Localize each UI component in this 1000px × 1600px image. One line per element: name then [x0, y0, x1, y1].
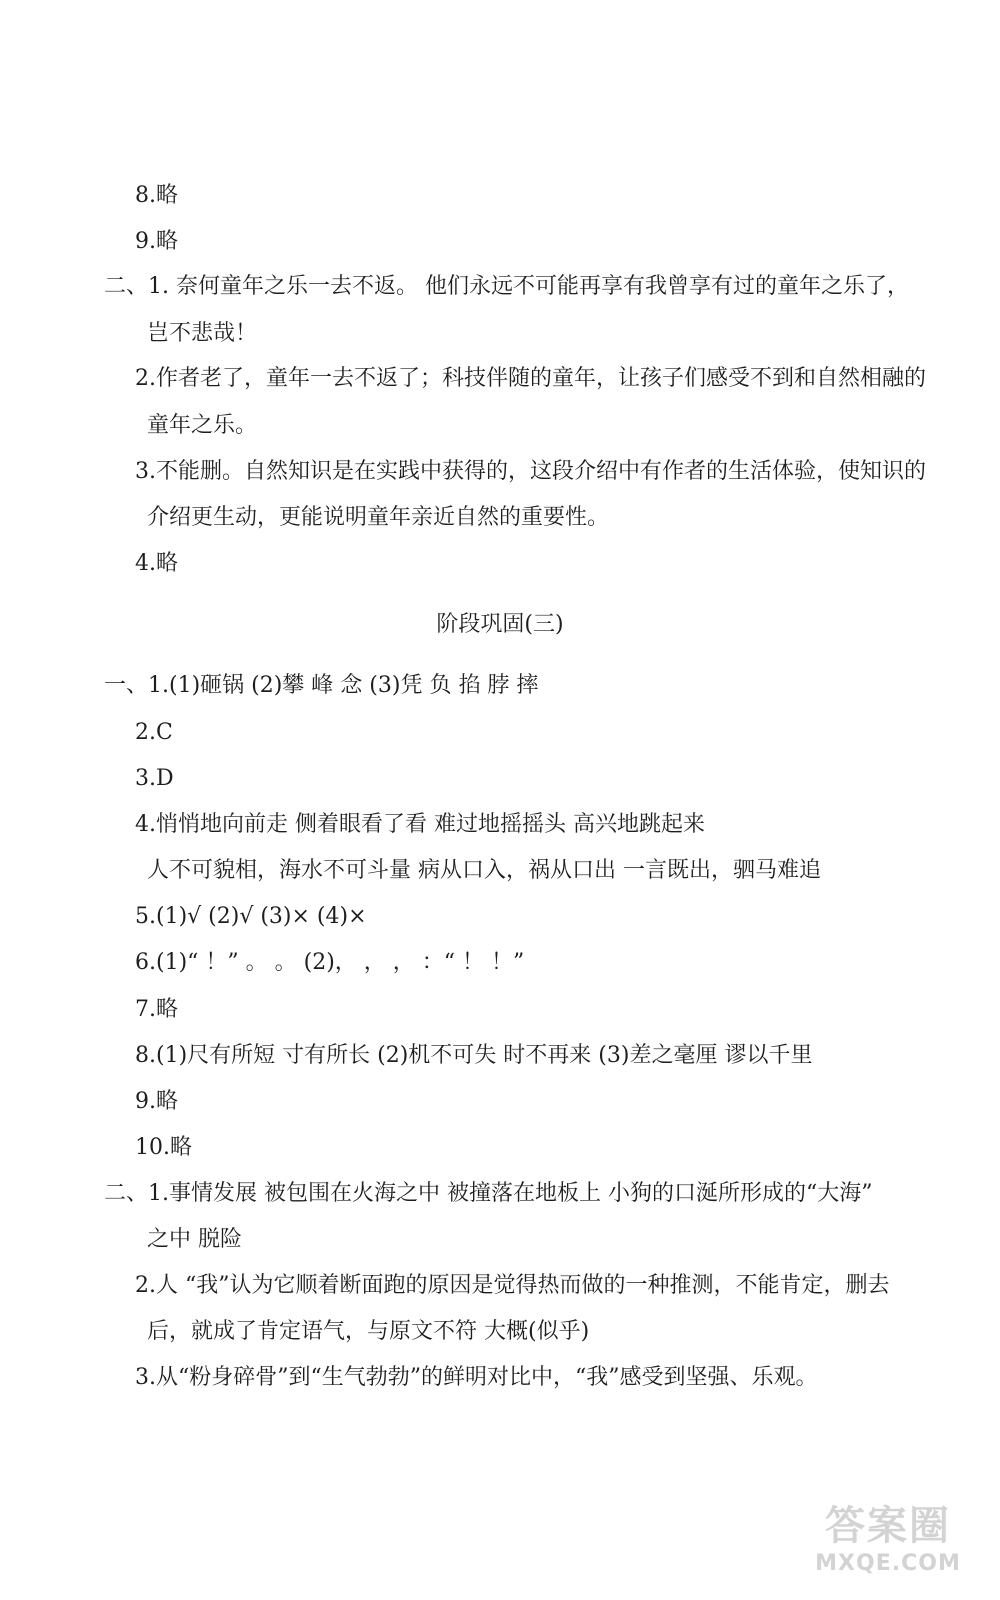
- site-watermark: [798, 1502, 978, 1588]
- answer-part1-q5: 5.(1)√ (2)√ (3)× (4)×: [135, 904, 367, 929]
- answer-9: 9.略: [135, 229, 178, 254]
- answer-part2b-q1-line2: 之中 脱险: [147, 1227, 242, 1252]
- answer-8: 8.略: [135, 183, 178, 208]
- answer-part2-q2-line2: 童年之乐。: [147, 413, 258, 438]
- answer-part2b-q2-line1: 2.人 “我”认为它顺着断面跑的原因是觉得热而做的一种推测，不能肯定，删去: [135, 1273, 890, 1298]
- answer-part1-q8: 8.(1)尺有所短 寸有所长 (2)机不可失 时不再来 (3)差之毫厘 谬以千里: [135, 1043, 813, 1068]
- answer-part1-q4-line1: 4.悄悄地向前走 侧着眼看了看 难过地摇摇头 高兴地跳起来: [135, 812, 705, 837]
- answer-part2-q4: 4.略: [135, 551, 178, 576]
- answer-part2b-q1-line1: 二、1.事情发展 被包围在火海之中 被撞落在地板上 小狗的口涎所形成的“大海”: [104, 1181, 873, 1206]
- answer-part1-q7: 7.略: [135, 997, 178, 1022]
- answer-part2-q1-line2: 岂不悲哉！: [147, 321, 258, 346]
- answer-part1-q9: 9.略: [135, 1089, 178, 1114]
- answer-part2-q3-line1: 3.不能删。自然知识是在实践中获得的，这段介绍中有作者的生活体验，使知识的: [135, 459, 926, 484]
- answer-part1-q2: 2.C: [135, 720, 173, 745]
- watermark-url: MXQE.COM: [815, 1551, 961, 1576]
- answer-part1-q3: 3.D: [135, 766, 174, 791]
- watermark-logo-text: 答案圈: [825, 1503, 951, 1549]
- answer-part2-q2-line1: 2.作者老了，童年一去不返了；科技伴随的童年，让孩子们感受不到和自然相融的: [135, 366, 926, 391]
- answer-part2-q3-line2: 介绍更生动，更能说明童年亲近自然的重要性。: [147, 505, 610, 530]
- answer-part2b-q3: 3.从“粉身碎骨”到“生气勃勃”的鲜明对比中，“我”感受到坚强、乐观。: [135, 1365, 818, 1390]
- section-title: 阶段巩固(三): [436, 612, 564, 637]
- answer-part1-q4-line2: 人不可貌相，海水不可斗量 病从口入，祸从口出 一言既出，驷马难追: [147, 858, 821, 883]
- answer-part2b-q2-line2: 后，就成了肯定语气，与原文不符 大概(似乎): [147, 1319, 590, 1344]
- answer-part1-q1: 一、1.(1)砸锅 (2)攀 峰 念 (3)凭 负 掐 脖 摔: [104, 673, 539, 698]
- answer-part1-q10: 10.略: [135, 1135, 192, 1160]
- answer-part1-q6: 6.(1)“ ！” 。 。 (2)， ， ， ：“ ！ ！”: [135, 950, 525, 975]
- answer-part2-q1-line1: 二、1. 奈何童年之乐一去不返。 他们永远不可能再享有我曾享有过的童年之乐了，: [104, 274, 909, 299]
